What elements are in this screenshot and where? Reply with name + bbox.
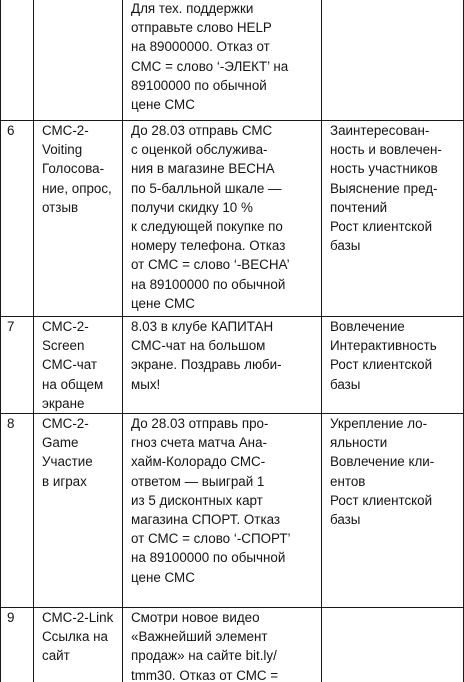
message-example-line: «Важнейший элемент [131, 629, 268, 645]
message-example-line: СМС-чат на большом [131, 338, 266, 354]
service-name-line: СМС-чат [42, 357, 98, 373]
service-goals-line: Укрепление ло- [330, 416, 428, 432]
message-example-line: 8.03 в клубе КАПИТАН [131, 319, 274, 334]
service-goals-line: Выяснение пред- [330, 180, 438, 196]
message-example-cell [123, 608, 322, 682]
row-number: 6 [7, 123, 15, 138]
row-number-cell [1, 0, 34, 121]
message-example-line: СМС = слово ‘-ЭЛЕКТ’ на [131, 58, 289, 74]
row-number: 8 [7, 416, 15, 432]
message-example-line: от СМС = слово ‘-СПОРТ’ [131, 531, 291, 547]
row-number: 7 [7, 319, 15, 334]
service-name-line: Голосова- [42, 161, 105, 177]
service-goals-line: Вовлечение [330, 319, 405, 334]
message-example-line: отправьте слово HELP [131, 20, 272, 36]
service-name-cell [34, 414, 123, 608]
message-example-cell [123, 317, 322, 414]
message-example-line: tmm30. Отказ от СМС = [131, 667, 279, 682]
service-name-line: Voiting [42, 142, 83, 158]
message-example-line: гноз счета матча Ана- [131, 435, 267, 451]
message-example-line: цене СМС [131, 97, 195, 113]
service-goals-line: базы [330, 238, 361, 254]
message-example-cell [123, 0, 322, 121]
service-goals-cell [322, 121, 464, 317]
service-name-line: Участие [42, 454, 93, 470]
message-example-line: ответом — выиграй 1 [131, 473, 265, 489]
service-goals-line: Вовлечение кли- [330, 454, 435, 470]
service-name-cell [34, 317, 123, 414]
message-example-line: Смотри новое видео [131, 610, 260, 626]
service-name-line: Ссылка на [42, 629, 108, 645]
message-example-line: До 28.03 отправь про- [131, 416, 269, 432]
service-goals-cell [322, 414, 464, 608]
service-name-line: ние, опрос, [42, 180, 112, 196]
service-goals-line: Заинтересован- [330, 123, 430, 138]
message-example-line: на 89100000 по обычной [131, 550, 286, 566]
row-number: 9 [7, 610, 15, 626]
message-example-line: цене СМС [131, 295, 195, 311]
service-name-cell [34, 0, 123, 121]
service-goals-cell [322, 0, 464, 121]
service-goals-line: ность и вовлечен- [330, 142, 442, 158]
message-example-line: хайм-Колорадо СМС- [131, 454, 266, 470]
service-goals-line: Рост клиентской [330, 219, 433, 235]
message-example-line: получи скидку 10 % [131, 199, 253, 215]
message-example-line: с оценкой обслужива- [131, 142, 268, 158]
row-number-cell [1, 608, 34, 682]
message-example-cell [123, 414, 322, 608]
service-name-line: экране [42, 395, 85, 411]
table-row [1, 0, 464, 121]
message-example-line: ния в магазине ВЕСНА [131, 161, 275, 177]
table-row [1, 608, 464, 682]
table-row [1, 414, 464, 608]
service-name-line: СМС-2-Link [42, 610, 114, 626]
service-goals-line: Интерактивность [330, 338, 437, 354]
service-goals-line: Рост клиентской [330, 357, 433, 373]
service-name-line: СМС-2- [42, 319, 89, 334]
message-example-line: на 89000000. Отказ от [131, 39, 270, 55]
message-example-line: До 28.03 отправь СМС [131, 123, 273, 138]
service-name-line: Game [42, 435, 79, 451]
row-number-cell [1, 121, 34, 317]
service-goals-line: яльности [330, 435, 388, 451]
service-goals-cell [322, 317, 464, 414]
service-goals-line: почтений [330, 199, 388, 215]
message-example-line: номеру телефона. Отказ [131, 238, 286, 254]
message-example-line: 89100000 по обычной [131, 77, 267, 93]
message-example-line: мых! [131, 376, 161, 392]
service-goals-line: базы [330, 512, 361, 528]
message-example-line: из 5 дисконтных карт [131, 492, 263, 508]
service-name-cell [34, 608, 123, 682]
message-example-line: Для тех. поддержки [131, 1, 254, 16]
service-goals-cell [322, 608, 464, 682]
service-name-cell [34, 121, 123, 317]
row-number-cell [1, 414, 34, 608]
message-example-line: от СМС = слово ‘-ВЕСНА’ [131, 257, 290, 273]
service-goals-line: базы [330, 376, 361, 392]
service-name-line: СМС-2- [42, 416, 89, 432]
service-name-line: сайт [42, 648, 70, 664]
service-goals-line: ентов [330, 473, 366, 489]
message-example-line: цене СМС [131, 569, 195, 585]
service-name-line: Screen [42, 338, 85, 354]
row-number-cell [1, 317, 34, 414]
message-example-line: к следующей покупке по [131, 219, 283, 235]
service-name-line: отзыв [42, 199, 79, 215]
service-goals-line: Рост клиентской [330, 492, 433, 508]
message-example-line: продаж» на сайте bit.ly/ [131, 648, 277, 664]
table-row [1, 121, 464, 317]
service-goals-line: ность участников [330, 161, 438, 177]
message-example-line: на 89100000 по обычной [131, 276, 286, 292]
message-example-line: экране. Поздравь люби- [131, 357, 282, 373]
service-name-line: СМС-2- [42, 123, 89, 138]
message-example-cell [123, 121, 322, 317]
service-name-line: на общем [42, 376, 104, 392]
table-row [1, 317, 464, 414]
message-example-line: магазина СПОРТ. Отказ [131, 512, 281, 528]
service-name-line: в играх [42, 473, 87, 489]
message-example-line: по 5-балльной шкале — [131, 180, 282, 196]
